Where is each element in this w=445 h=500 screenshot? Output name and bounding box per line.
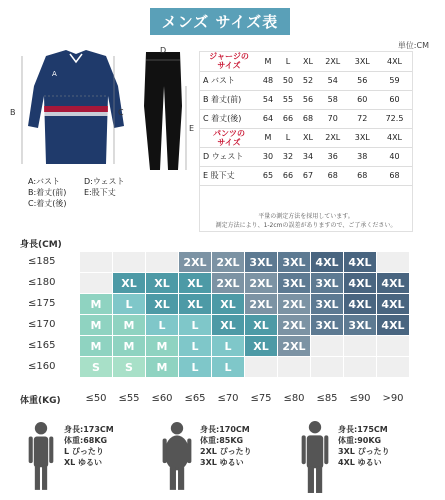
example-text xyxy=(64,424,114,468)
measurement-value: 68 xyxy=(348,166,378,185)
jersey-and-pants-illustration xyxy=(8,46,198,176)
measurement-row-label: A バスト xyxy=(200,71,258,90)
dim-label-e: E xyxy=(189,124,195,133)
empty-cell xyxy=(80,252,112,272)
legend-d: D:ウェスト xyxy=(84,177,125,186)
example-line: 4XL ゆるい xyxy=(338,458,382,467)
example-line: 身長:175CM xyxy=(338,425,388,434)
size-header-2xl: 2XL xyxy=(318,128,348,147)
x-axis-title: 体重(KG) xyxy=(20,396,61,406)
dim-label-b: B xyxy=(10,108,16,117)
size-header-xl: XL xyxy=(298,128,318,147)
size-cell-2xl: 2XL xyxy=(212,252,244,272)
x-tick-label: ≤75 xyxy=(250,393,272,404)
size-header-3xl: 3XL xyxy=(348,52,378,71)
y-tick-label: ≤165 xyxy=(28,340,56,351)
size-cell-xl: XL xyxy=(146,273,178,293)
size-cell-4xl: 4XL xyxy=(377,273,409,293)
size-cell-m: M xyxy=(113,336,145,356)
empty-cell xyxy=(146,252,178,272)
size-cell-2xl: 2XL xyxy=(278,336,310,356)
measurement-value: 64 xyxy=(258,109,278,128)
size-header-4xl: 4XL xyxy=(377,128,412,147)
example-line: 体重:68KG xyxy=(64,436,108,445)
measurement-table xyxy=(200,52,412,186)
measurement-value: 50 xyxy=(278,71,298,90)
size-cell-xl: XL xyxy=(212,315,244,335)
size-cell-4xl: 4XL xyxy=(377,315,409,335)
size-header-xl: XL xyxy=(298,52,318,71)
empty-cell xyxy=(344,336,376,356)
size-cell-xl: XL xyxy=(113,273,145,293)
empty-cell xyxy=(344,357,376,377)
size-cell-4xl: 4XL xyxy=(344,273,376,293)
size-cell-4xl: 4XL xyxy=(344,294,376,314)
size-cell-l: L xyxy=(113,294,145,314)
size-cell-3xl: 3XL xyxy=(245,252,277,272)
example-person xyxy=(160,418,302,496)
size-cell-xl: XL xyxy=(146,294,178,314)
size-cell-3xl: 3XL xyxy=(311,273,343,293)
size-cell-l: L xyxy=(179,336,211,356)
size-header-2xl: 2XL xyxy=(318,52,348,71)
size-header-m: M xyxy=(258,52,278,71)
measurement-value: 48 xyxy=(258,71,278,90)
example-line: XL ゆるい xyxy=(64,458,103,467)
size-cell-l: L xyxy=(212,336,244,356)
measurement-value: 68 xyxy=(298,109,318,128)
size-cell-2xl: 2XL xyxy=(245,294,277,314)
slim-person-icon xyxy=(26,420,56,494)
size-cell-2xl: 2XL xyxy=(179,252,211,272)
y-tick-label: ≤180 xyxy=(28,277,56,288)
example-line: 3XL ぴったり xyxy=(338,447,390,456)
example-line: L ぴったり xyxy=(64,447,104,456)
size-cell-xl: XL xyxy=(245,336,277,356)
example-line: 身長:173CM xyxy=(64,425,114,434)
measurement-value: 65 xyxy=(258,166,278,185)
example-text xyxy=(338,424,390,468)
measurement-value: 54 xyxy=(318,71,348,90)
size-cell-2xl: 2XL xyxy=(245,273,277,293)
measurement-row xyxy=(200,71,412,90)
size-cell-xl: XL xyxy=(245,315,277,335)
measurement-value: 67 xyxy=(298,166,318,185)
x-tick-label: ≤65 xyxy=(184,393,206,404)
size-cell-m: M xyxy=(80,294,112,314)
measurement-row-label: B 着丈(前) xyxy=(200,90,258,109)
size-cell-4xl: 4XL xyxy=(311,252,343,272)
heavy-person-icon xyxy=(162,420,192,494)
measurement-value: 60 xyxy=(377,90,412,109)
pants-size-header: パンツの サイズ xyxy=(200,128,258,147)
size-cell-3xl: 3XL xyxy=(311,294,343,314)
measurement-value: 34 xyxy=(298,147,318,166)
measurement-row xyxy=(200,166,412,185)
size-cell-xl: XL xyxy=(212,294,244,314)
legend-e: E:股下丈 xyxy=(84,188,116,197)
empty-cell xyxy=(80,273,112,293)
measurement-value: 60 xyxy=(348,90,378,109)
size-cell-2xl: 2XL xyxy=(278,315,310,335)
x-tick-label: ≤70 xyxy=(217,393,239,404)
x-tick-label: >90 xyxy=(382,393,404,404)
measurement-value: 56 xyxy=(298,90,318,109)
dim-label-c: C xyxy=(118,108,124,117)
x-tick-label: ≤80 xyxy=(283,393,305,404)
size-cell-xl: XL xyxy=(179,294,211,314)
y-tick-label: ≤170 xyxy=(28,319,56,330)
size-cell-3xl: 3XL xyxy=(278,252,310,272)
measurement-value: 66 xyxy=(278,166,298,185)
dim-label-d: D xyxy=(160,46,167,55)
legend-a: A:バスト xyxy=(28,177,61,186)
measurement-value: 40 xyxy=(377,147,412,166)
measurement-value: 68 xyxy=(318,166,348,185)
measurement-value: 58 xyxy=(318,90,348,109)
empty-cell xyxy=(377,252,409,272)
empty-cell xyxy=(245,357,277,377)
empty-cell xyxy=(311,357,343,377)
size-cell-4xl: 4XL xyxy=(344,252,376,272)
measurement-value: 54 xyxy=(258,90,278,109)
example-person xyxy=(24,418,166,496)
measurement-value: 72 xyxy=(348,109,378,128)
measurement-value: 56 xyxy=(348,71,378,90)
size-cell-m: M xyxy=(113,315,145,335)
measurement-value: 72.5 xyxy=(377,109,412,128)
measurement-row-label: E 股下丈 xyxy=(200,166,258,185)
legend-c: C:着丈(後) xyxy=(28,199,67,208)
size-cell-s: S xyxy=(80,357,112,377)
example-line: 体重:90KG xyxy=(338,436,382,445)
empty-cell xyxy=(311,336,343,356)
example-text xyxy=(200,424,252,468)
size-header-l: L xyxy=(278,52,298,71)
x-tick-label: ≤55 xyxy=(118,393,140,404)
note-line: 測定方法により、1-2cmの誤差がありますので、ご了承ください。 xyxy=(215,222,397,229)
example-person xyxy=(298,418,440,496)
measurement-value: 32 xyxy=(278,147,298,166)
measurement-value: 55 xyxy=(278,90,298,109)
example-line: 2XL ぴったり xyxy=(200,447,252,456)
measurement-row xyxy=(200,147,412,166)
size-cell-4xl: 4XL xyxy=(377,294,409,314)
size-header-l: L xyxy=(278,128,298,147)
measurement-value: 70 xyxy=(318,109,348,128)
measurement-value: 52 xyxy=(298,71,318,90)
x-tick-label: ≤50 xyxy=(85,393,107,404)
legend-b: B:着丈(前) xyxy=(28,188,67,197)
example-line: 身長:170CM xyxy=(200,425,250,434)
note-line: 平量の測定方法を採用しています。 xyxy=(258,213,354,220)
unit-label: 単位:CM xyxy=(397,41,429,50)
x-tick-label: ≤90 xyxy=(349,393,371,404)
size-cell-m: M xyxy=(80,336,112,356)
measurement-row xyxy=(200,90,412,109)
measurement-value: 38 xyxy=(348,147,378,166)
svg-text:A: A xyxy=(52,70,57,78)
x-tick-label: ≤60 xyxy=(151,393,173,404)
measurement-value: 68 xyxy=(377,166,412,185)
size-cell-m: M xyxy=(146,336,178,356)
measurement-row xyxy=(200,109,412,128)
empty-cell xyxy=(377,336,409,356)
y-tick-label: ≤160 xyxy=(28,361,56,372)
empty-cell xyxy=(278,357,310,377)
size-cell-s: S xyxy=(113,357,145,377)
pants-illustration xyxy=(144,52,182,170)
y-axis-title: 身長(CM) xyxy=(20,240,62,250)
size-cell-3xl: 3XL xyxy=(311,315,343,335)
measurement-notes xyxy=(200,212,412,230)
page-title: メンズ サイズ表 xyxy=(150,8,290,35)
example-line: 体重:85KG xyxy=(200,436,244,445)
measurement-value: 66 xyxy=(278,109,298,128)
size-cell-l: L xyxy=(179,315,211,335)
size-header-m: M xyxy=(258,128,278,147)
x-tick-label: ≤85 xyxy=(316,393,338,404)
jersey-illustration xyxy=(28,50,124,164)
y-tick-label: ≤185 xyxy=(28,256,56,267)
measurement-value: 36 xyxy=(318,147,348,166)
size-cell-2xl: 2XL xyxy=(212,273,244,293)
size-cell-xl: XL xyxy=(179,273,211,293)
empty-cell xyxy=(377,357,409,377)
size-cell-3xl: 3XL xyxy=(278,273,310,293)
size-cell-l: L xyxy=(146,315,178,335)
empty-cell xyxy=(113,252,145,272)
size-cell-m: M xyxy=(80,315,112,335)
measurement-row-label: D ウェスト xyxy=(200,147,258,166)
y-tick-label: ≤175 xyxy=(28,298,56,309)
size-cell-3xl: 3XL xyxy=(344,315,376,335)
jersey-size-header: ジャージの サイズ xyxy=(200,52,258,71)
size-cell-l: L xyxy=(179,357,211,377)
example-line: 3XL ゆるい xyxy=(200,458,244,467)
size-cell-l: L xyxy=(212,357,244,377)
size-cell-m: M xyxy=(146,357,178,377)
measurement-row-label: C 着丈(後) xyxy=(200,109,258,128)
size-header-4xl: 4XL xyxy=(377,52,412,71)
tall-person-icon xyxy=(300,420,330,494)
measurement-value: 59 xyxy=(377,71,412,90)
size-header-3xl: 3XL xyxy=(348,128,378,147)
size-cell-2xl: 2XL xyxy=(278,294,310,314)
measurement-value: 30 xyxy=(258,147,278,166)
